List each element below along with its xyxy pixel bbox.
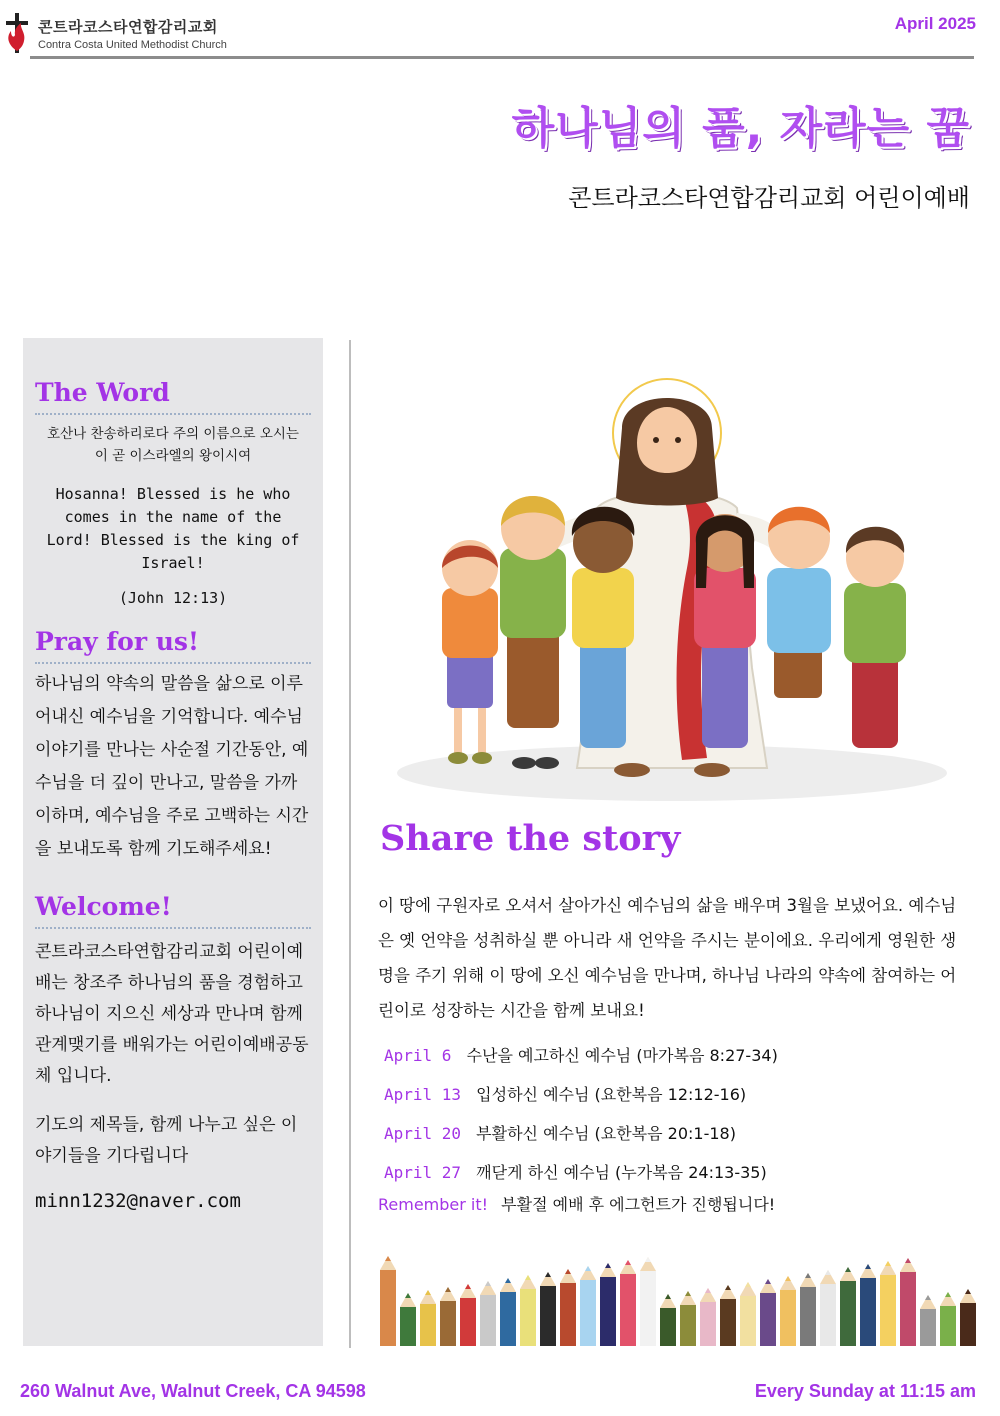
welcome-divider [35, 927, 311, 929]
pencil [720, 1285, 736, 1346]
newsletter-title: 하나님의 품, 자라는 꿈 [511, 103, 970, 154]
pencil [400, 1293, 416, 1346]
pray-body: 하나님의 약속의 말씀을 삶으로 이루어내신 예수님을 기억합니다. 예수님 이야기를 만나는 사순절 기간동안, 예수님을 더 깊이 만나고, 말씀을 가까이하며, 예수님을 주로 고백하는 시간을 보내도록 함께 기도해주세요! [35, 674, 309, 859]
pencil [460, 1284, 476, 1346]
verse-korean: 호산나 찬송하리로다 주의 이름으로 오시는 이 곧 이스라엘의 왕이시여 [47, 426, 299, 464]
schedule-date: April 20 [384, 1124, 462, 1143]
pencil [940, 1292, 956, 1346]
pencil [520, 1275, 536, 1346]
welcome-heading: Welcome! [35, 892, 172, 921]
schedule-date: April 6 [384, 1046, 452, 1065]
remember-text: 부활절 예배 후 에그헌트가 진행됩니다! [501, 1195, 776, 1214]
church-address: 260 Walnut Ave, Walnut Creek, CA 94598 [20, 1381, 366, 1401]
colored-pencils-illustration [378, 1250, 978, 1346]
church-logo [0, 10, 227, 56]
church-name-kr: 콘트라코스타연합감리교회 [38, 18, 218, 36]
pencil [420, 1290, 436, 1346]
pencil [440, 1287, 456, 1346]
sidebar [23, 338, 323, 1346]
pencil [540, 1272, 556, 1346]
pray-divider [35, 662, 311, 664]
pencil [640, 1257, 656, 1346]
schedule-topic: 입성하신 예수님 (요한복음 12:12-16) [476, 1085, 747, 1104]
schedule-item [384, 1036, 974, 1075]
schedule-item [384, 1075, 974, 1114]
pencil [680, 1291, 696, 1346]
column-divider [349, 340, 351, 1348]
pencil [760, 1279, 776, 1346]
newsletter-subtitle: 콘트라코스타연합감리교회 어린이예배 [568, 184, 970, 212]
pencil [660, 1294, 676, 1346]
schedule-item [384, 1153, 974, 1192]
schedule-topic: 수난을 예고하신 예수님 (마가복음 8:27-34) [466, 1046, 778, 1065]
welcome-body: 콘트라코스타연합감리교회 어린이예배는 창조주 하나님의 품을 경험하고 하나님이 지으신 세상과 만나며 함께 관계맺기를 배워가는 어린이예배공동체 입니다. [35, 942, 309, 1086]
verse-reference: (John 12:13) [118, 589, 228, 607]
pencil [820, 1270, 836, 1346]
schedule-date: April 13 [384, 1085, 462, 1104]
schedule-item [384, 1114, 974, 1153]
pencil [920, 1295, 936, 1346]
cross-and-flame-icon [2, 11, 32, 55]
pencil [860, 1264, 876, 1346]
share-body: 이 땅에 구원자로 오셔서 살아가신 예수님의 삶을 배우며 3월을 보냈어요. 예수님은 옛 언약을 성취하실 뿐 아니라 새 언약을 주시는 분이에요. 우리에게 영원한 생명을 주기 위해 이 땅에 오신 예수님을 만나며, 하나님 나라의 약속에 참여하는 어린이로 성장하는 시간을 함께 보내요! [378, 896, 957, 1020]
remember-label: Remember it! [378, 1195, 489, 1214]
pencil [900, 1258, 916, 1346]
pencil [580, 1266, 596, 1346]
jesus-with-children-illustration [382, 368, 962, 808]
word-divider [35, 413, 311, 415]
issue-date: April 2025 [894, 14, 976, 33]
pencil [840, 1267, 856, 1346]
pencil [620, 1260, 636, 1346]
pencil [700, 1288, 716, 1346]
schedule-topic: 부활하신 예수님 (요한복음 20:1-18) [476, 1124, 736, 1143]
church-name-en: Contra Costa United Methodist Church [38, 38, 227, 51]
pencil [500, 1278, 516, 1346]
pencil [480, 1281, 496, 1346]
pencil [560, 1269, 576, 1346]
header-divider [30, 56, 974, 59]
schedule-topic: 깨닫게 하신 예수님 (누가복음 24:13-35) [476, 1163, 767, 1182]
pencil [880, 1261, 896, 1346]
welcome-invite: 기도의 제목들, 함께 나누고 싶은 이야기들을 기다립니다 [35, 1115, 298, 1166]
remember-note [378, 1192, 775, 1215]
schedule-date: April 27 [384, 1163, 462, 1182]
pencil [600, 1263, 616, 1346]
share-heading: Share the story [380, 818, 681, 859]
word-heading: The Word [35, 378, 170, 407]
pencil [960, 1289, 976, 1346]
contact-email[interactable]: minn1232@naver.com [35, 1190, 241, 1212]
pencil [740, 1282, 756, 1346]
pencil [380, 1256, 396, 1346]
pray-heading: Pray for us! [35, 627, 199, 656]
verse-english: Hosanna! Blessed is he who comes in the name of the Lord! Blessed is the king of Israel! [46, 485, 300, 572]
pencil [780, 1276, 796, 1346]
pencil [800, 1273, 816, 1346]
service-time: Every Sunday at 11:15 am [754, 1381, 976, 1401]
schedule-list [384, 1036, 974, 1192]
